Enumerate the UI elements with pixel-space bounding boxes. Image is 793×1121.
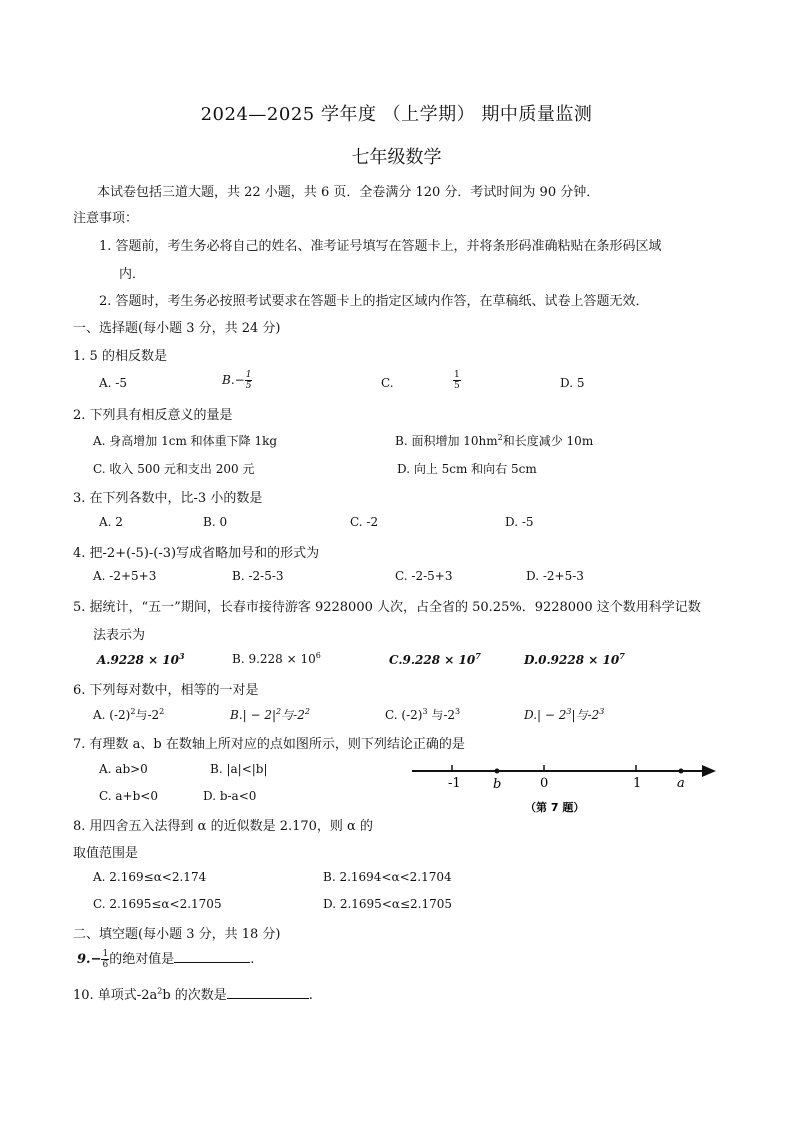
question-3-option-b: B. 0 (203, 515, 228, 529)
question-1-option-d: D. 5 (560, 376, 585, 390)
question-10-blank[interactable] (227, 986, 309, 999)
number-line-figure (400, 755, 730, 815)
question-9: 9.− $\frac{1}{6}$ 的绝对值是 . (77, 949, 255, 970)
question-2-stem: 2. 下列具有相反意义的量是 (73, 408, 233, 423)
question-1-option-b: B.− $\frac{1}{5}$ (222, 370, 252, 391)
question-6-option-d: $D.| - 2^3|$与$-2^3$ (524, 707, 605, 722)
label-a: a (677, 776, 685, 791)
figure-caption: （第 7 题） (525, 801, 585, 814)
label-zero: 0 (540, 776, 549, 791)
question-6-option-c: C. $(-2)^3$ 与$-2^3$ (385, 707, 461, 722)
question-1-stem: 1. 5 的相反数是 (73, 349, 167, 364)
question-3-stem: 3. 在下列各数中，比-3 小的数是 (73, 491, 263, 506)
notes-item-1: 1. 答题前，考生务必将自己的姓名、准考证号填写在答题卡上，并将条形码准确粘贴在条形码区域 (99, 239, 662, 254)
label-one: 1 (633, 776, 642, 791)
question-2-option-c: C. 收入 500 元和支出 200 元 (93, 462, 255, 476)
question-4-option-a: A. -2+5+3 (93, 569, 157, 583)
question-7-option-b: B. |a|<|b| (210, 762, 268, 776)
page-subtitle: 七年级数学 (351, 147, 442, 168)
notes-item-1-cont: 内． (119, 267, 146, 282)
question-2-option-d: D. 向上 5cm 和向右 5cm (397, 462, 537, 476)
section-heading-fill: 二、填空题(每小题 3 分，共 18 分) (73, 927, 281, 942)
question-7-option-d: D. b-a<0 (203, 789, 257, 803)
question-5-option-c: $C.9.228 \times 10^7$ (389, 651, 481, 667)
page-title: 2024—2025 学年度 （上学期） 期中质量监测 (200, 104, 593, 125)
question-9-blank[interactable] (174, 950, 250, 963)
question-7-option-a: A. ab>0 (99, 762, 148, 776)
notes-heading: 注意事项： (73, 211, 139, 226)
notes-item-2: 2. 答题时，考生务必按照考试要求在答题卡上的指定区域内作答，在草稿纸、试卷上答题无效． (99, 294, 649, 309)
label-minus-one: -1 (448, 776, 461, 791)
point-a (679, 769, 684, 774)
question-8-option-a: A. 2.169≤α<2.174 (93, 870, 207, 884)
question-1-option-a: A. -5 (99, 376, 127, 390)
question-8-option-d: D. 2.1695<α≤2.1705 (323, 897, 453, 911)
question-5-option-a: $A.9228 \times 10^3$ (97, 651, 185, 667)
question-5-stem-cont: 法表示为 (93, 628, 146, 643)
question-4-option-c: C. -2-5+3 (395, 569, 453, 583)
question-1-option-c-fraction: $\frac{1}{5}$ (454, 370, 460, 391)
question-4-option-b: B. -2-5-3 (232, 569, 284, 583)
point-b (495, 769, 500, 774)
question-4-stem: 4. 把-2+(-5)-(-3)写成省略加号和的形式为 (73, 546, 320, 561)
question-2-option-b: B. 面积增加 $10hm^2$和长度减少 10m (395, 433, 594, 448)
label-b: b (493, 777, 502, 792)
intro-text: 本试卷包括三道大题，共 22 小题，共 6 页．全卷满分 120 分．考试时间为 90 分钟． (97, 185, 600, 200)
question-6-option-b: $B.| - 2|^2$与$-2^2$ (230, 707, 310, 722)
question-8-option-b: B. 2.1694<α<2.1704 (323, 870, 452, 884)
number-line-arrow-icon (702, 765, 716, 777)
question-8-stem: 8. 用四舍五入法得到 α 的近似数是 2.170，则 α 的 (73, 819, 373, 834)
question-1-option-c: C. (381, 376, 394, 390)
question-6-option-a: A. $(-2)^2$与$-2^2$ (93, 707, 165, 722)
question-5-stem: 5. 据统计，“五一”期间，长春市接待游客 9228000 人次，占全省的 50.25%．9228000 这个数用科学记数 (73, 600, 701, 615)
question-4-option-d: D. -2+5-3 (526, 569, 584, 583)
question-6-stem: 6. 下列每对数中，相等的一对是 (73, 683, 259, 698)
question-3-option-a: A. 2 (99, 515, 123, 529)
section-heading-choice: 一、选择题(每小题 3 分，共 24 分) (73, 321, 281, 336)
question-7-stem: 7. 有理数 a、b 在数轴上所对应的点如图所示，则下列结论正确的是 (73, 737, 465, 752)
question-5-option-b: B. $9.228 \times 10^6$ (232, 651, 321, 666)
question-5-option-d: $D.0.9228 \times 10^7$ (524, 651, 625, 667)
question-8-stem-cont: 取值范围是 (73, 846, 139, 861)
question-3-option-d: D. -5 (505, 515, 534, 529)
question-7-option-c: C. a+b<0 (99, 789, 158, 803)
question-3-option-c: C. -2 (350, 515, 379, 529)
question-10: 10. 单项式$-2a^2b$ 的次数是 . (73, 986, 313, 1003)
question-2-option-a: A. 身高增加 1cm 和体重下降 1kg (93, 434, 278, 448)
question-8-option-c: C. 2.1695≤α<2.1705 (93, 897, 222, 911)
